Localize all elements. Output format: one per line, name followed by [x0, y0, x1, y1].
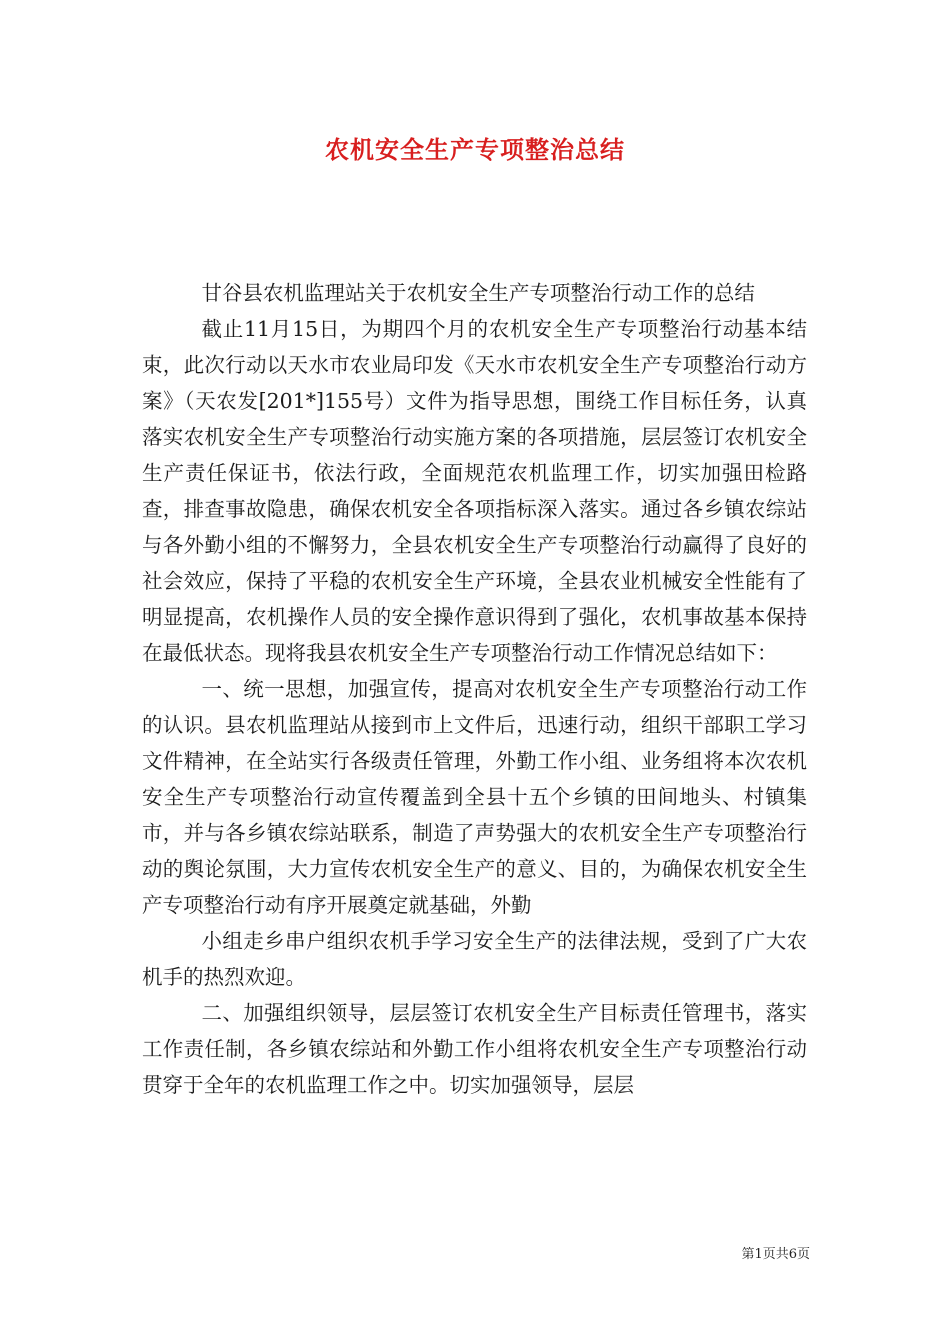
paragraph-section-one-cont: 小组走乡串户组织农机手学习安全生产的法律法规，受到了广大农机手的热烈欢迎。: [142, 929, 807, 989]
paragraph-section-one: 一、统一思想，加强宣传，提高对农机安全生产专项整治行动工作的认识。县农机监理站从接到市上文件后，迅速行动，组织干部职工学习文件精神，在全站实行各级责任管理，外勤工作小组、业务组将本次农机安全生产专项整治行动宣传覆盖到全县十五个乡镇的田间地头、村镇集市，并与各乡镇农综站联系，制造了声势强大的农机安全生产专项整治行动的舆论氛围，大力宣传农机安全生产的意义、目的，为确保农机安全生产专项整治行动有序开展奠定就基础，外勤: [142, 677, 807, 917]
document-title: 农机安全生产专项整治总结: [325, 135, 625, 164]
document-body: [142, 275, 807, 1103]
paragraph-intro: 截止11月15日，为期四个月的农机安全生产专项整治行动基本结束，此次行动以天水市农业局印发《天水市农机安全生产专项整治行动方案》（天农发[201*]155号）文件为指导思想，围绕工作目标任务，认真落实农机安全生产专项整治行动实施方案的各项措施，层层签订农机安全生产责任保证书，依法行政，全面规范农机监理工作，切实加强田检路查，排查事故隐患，确保农机安全各项指标深入落实。通过各乡镇农综站与各外勤小组的不懈努力，全县农机安全生产专项整治行动赢得了良好的社会效应，保持了平稳的农机安全生产环境，全县农业机械安全性能有了明显提高，农机操作人员的安全操作意识得到了强化，农机事故基本保持在最低状态。现将我县农机安全生产专项整治行动工作情况总结如下：: [142, 317, 807, 665]
paragraph-heading-line: 甘谷县农机监理站关于农机安全生产专项整治行动工作的总结: [201, 281, 755, 305]
page-number: 第1页共6页: [741, 1247, 810, 1262]
paragraph-section-two: 二、加强组织领导，层层签订农机安全生产目标责任管理书，落实工作责任制，各乡镇农综站和外勤工作小组将农机安全生产专项整治行动贯穿于全年的农机监理工作之中。切实加强领导，层层: [142, 1001, 807, 1097]
